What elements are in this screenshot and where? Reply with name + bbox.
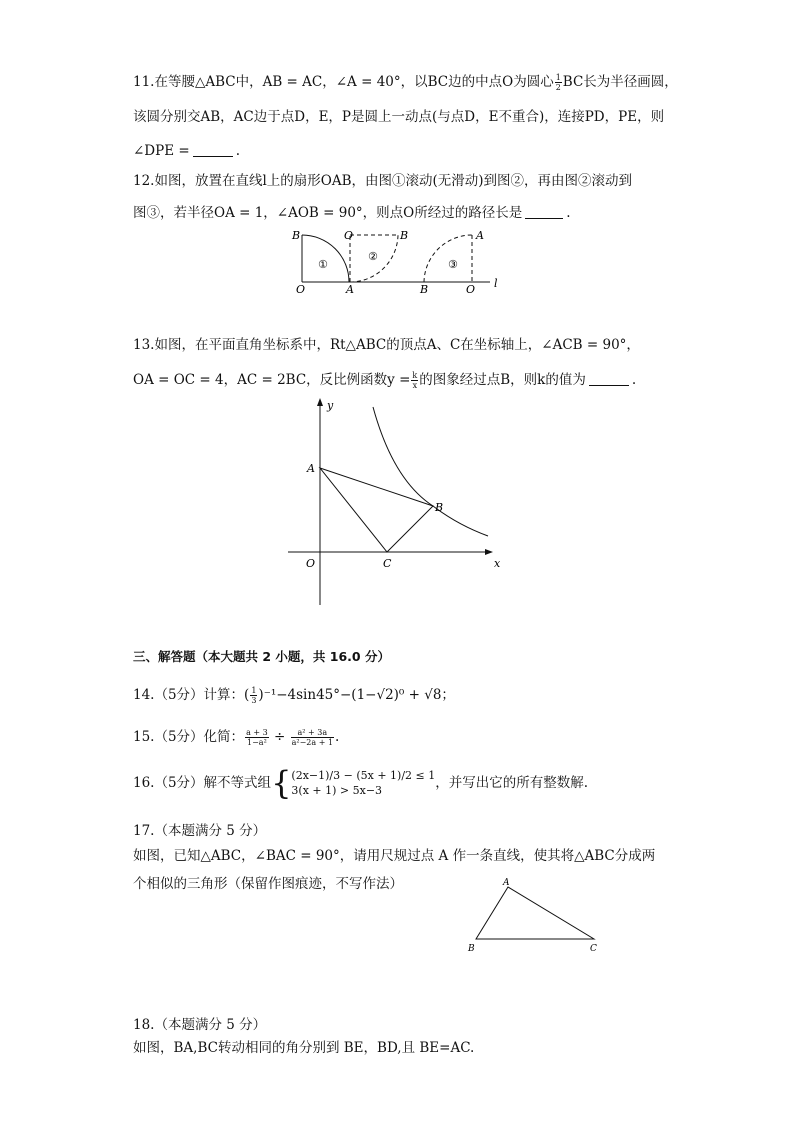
q14-line: 14.（5分）计算：( $\frac{1}{3}$ )⁻¹−4sin45°−(1−√2)⁰ + √8；: [133, 686, 455, 705]
q18-line1: 如图，BA,BC转动相同的角分别到 BE，BD,且 BE=AC.: [133, 1040, 475, 1056]
label-B1: B: [292, 229, 301, 242]
q17-line2: 个相似的三角形（保留作图痕迹，不写作法）: [133, 876, 403, 892]
label-C: C: [590, 944, 597, 954]
section-3-heading: 三、解答题（本大题共 2 小题，共 16.0 分）: [133, 649, 390, 664]
q18-title: 18.（本题满分 5 分）: [133, 1017, 267, 1033]
label-O3: O: [466, 283, 476, 296]
q11-line3: ∠DPE = .: [133, 143, 240, 159]
q12-line2: 图③，若半径OA = 1，∠AOB = 90°，则点O所经过的路径长是 .: [133, 205, 571, 221]
label-A: A: [503, 878, 510, 888]
label-y: y: [327, 399, 334, 412]
label-O1: O: [296, 283, 306, 296]
label-O: O: [306, 557, 316, 570]
inequality-system: (2x−1)/3 − (5x + 1)/2 ≤ 1 3(x + 1) > 5x−3: [291, 769, 436, 797]
label-B: B: [468, 944, 475, 954]
q13-figure: [283, 395, 508, 610]
q11-line2: 该圆分别交AB，AC边于点D，E，P是圆上一动点(与点D，E不重合)，连接PD，PE，则: [133, 109, 665, 125]
label-A: A: [307, 462, 315, 475]
q12-line1: 12.如图，放置在直线l上的扇形OAB，由图①滚动(无滑动)到图②，再由图②滚动到: [133, 173, 633, 189]
q14-fraction: $\frac{1}{3}$: [251, 686, 257, 705]
label-O2: O: [344, 229, 354, 242]
label-l: l: [494, 277, 498, 290]
q16-line: 16.（5分）解不等式组{ (2x−1)/3 − (5x + 1)/2 ≤ 1 3(x + 1) > 5x−3 ，并写出它的所有整数解.: [133, 764, 589, 802]
triangle-ABC: [320, 468, 433, 552]
answer-blank: [589, 373, 629, 386]
q13-fraction: $\frac{k}{x}$: [412, 371, 418, 390]
q17-title: 17.（本题满分 5 分）: [133, 823, 267, 839]
q17-figure: [462, 873, 612, 958]
label-C: C: [383, 557, 392, 570]
q15-line: 15.（5分）化简： $\frac{a + 3}{\text{1−a²}}$ ÷ $\frac{\text{a² + 3a}}{\text{a²−2a + 1}}$ .: [133, 728, 340, 747]
q15-fraction-2: $\frac{\text{a² + 3a}}{\text{a²−2a + 1}}$: [291, 728, 334, 747]
label-B: B: [435, 501, 444, 514]
label-A1: A: [346, 283, 354, 296]
q17-line1: 如图，已知△ABC，∠BAC = 90°，请用尺规过点 A 作一条直线，使其将△ABC分成两: [133, 848, 656, 864]
q11-fraction: $\frac{1}{2}$: [555, 73, 561, 92]
q13-line2: OA = OC = 4，AC = 2BC，反比例函数y = $\frac{k}{x}$ 的图象经过点B，则k的值为 .: [133, 371, 637, 390]
region-1: ①: [318, 258, 328, 271]
label-A3: A: [476, 229, 484, 242]
answer-blank: [193, 144, 233, 157]
label-B2: B: [400, 229, 409, 242]
triangle-ABC: [476, 887, 594, 939]
q13-line1: 13.如图，在平面直角坐标系中，Rt△ABC的顶点A、C在坐标轴上，∠ACB = 90°，: [133, 337, 640, 353]
label-B3: B: [420, 283, 429, 296]
q15-fraction-1: $\frac{a + 3}{\text{1−a²}}$: [246, 728, 268, 747]
region-3: ③: [448, 258, 458, 271]
answer-blank: [525, 206, 563, 219]
region-2: ②: [368, 250, 378, 263]
q12-figure: [290, 225, 510, 297]
label-x: x: [494, 557, 501, 570]
q11-line1: 11.在等腰△ABC中，AB = AC，∠A = 40°，以BC边的中点O为圆心 $\frac{1}{2}$ BC长为半径画圆，: [133, 73, 678, 92]
hyperbola: [373, 407, 488, 536]
